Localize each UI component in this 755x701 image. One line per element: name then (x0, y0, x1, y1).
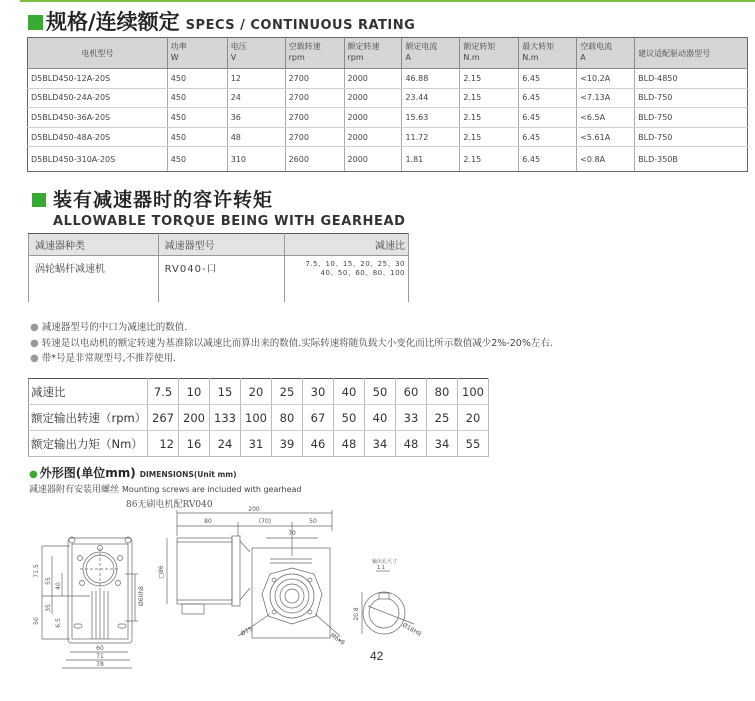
gear-title-cn: 装有减速器时的容许转矩 (53, 189, 274, 211)
torque-cell: 24 (210, 431, 241, 457)
dims-subtitle-en: Mounting screws are included with gearhead (122, 485, 302, 494)
specs-header-row (28, 38, 748, 69)
torque-row (29, 431, 489, 457)
cell-rated-torque: 2.15 (460, 127, 519, 147)
header-gear-ratio: 减速比 (285, 234, 409, 256)
cell-power: 450 (167, 88, 227, 108)
cell-max-torque: 6.45 (519, 147, 577, 172)
specs-table (27, 37, 748, 172)
cell-rated-torque: 2.15 (460, 88, 519, 108)
cell-model: D5BLD450-36A-20S (28, 108, 168, 128)
speed-cell: 25 (427, 405, 458, 431)
table-row (29, 256, 409, 302)
header-rated-speed: 额定转速 rpm (344, 38, 402, 69)
cell-noload-current: <5.61A (577, 127, 635, 147)
header-noload-speed: 空载转速 rpm (285, 38, 344, 69)
gear-header-row (29, 234, 409, 256)
svg-text:70: 70 (288, 530, 296, 537)
svg-text:(70): (70) (258, 518, 272, 525)
svg-text:71: 71 (96, 653, 104, 660)
cell-voltage: 12 (227, 69, 285, 89)
header-power: 功率 W (167, 38, 227, 69)
cell-rated-speed: 2000 (344, 69, 402, 89)
bullet-icon: ● (30, 322, 39, 333)
svg-text:60: 60 (96, 645, 104, 652)
table-row (28, 147, 748, 172)
ratio-cell: 60 (396, 379, 427, 405)
torque-cell: 31 (241, 431, 272, 457)
green-dot-icon: ● (29, 469, 38, 480)
cell-voltage: 48 (227, 127, 285, 147)
header-model: 电机型号 (28, 38, 168, 69)
cell-power: 450 (167, 147, 227, 172)
header-max-torque: 最大转矩 N.m (519, 38, 577, 69)
header-rated-current: 额定电流 A (402, 38, 460, 69)
output-hole-drawing (353, 558, 423, 638)
torque-cell: 48 (396, 431, 427, 457)
svg-text:输出孔尺寸: 输出孔尺寸 (372, 559, 398, 565)
note-item: ● 减速器型号的中口为减速比的数值. (30, 322, 188, 333)
note-item: ● 带*号是非常规型号,不推荐使用. (30, 353, 177, 364)
cell-driver: BLD-750 (635, 88, 748, 108)
svg-text:M6▾8: M6▾8 (328, 631, 346, 647)
page-number: 42 (370, 649, 384, 663)
speed-cell: 33 (396, 405, 427, 431)
svg-text:Ø75: Ø75 (239, 625, 254, 638)
svg-text:6.5: 6.5 (55, 618, 62, 628)
ratio-cell: 50 (365, 379, 396, 405)
ratio-cell: 40 (334, 379, 365, 405)
table-row (28, 127, 748, 147)
cell-max-torque: 6.45 (519, 108, 577, 128)
cell-driver: BLD-750 (635, 127, 748, 147)
table-row (28, 108, 748, 128)
torque-cell: 46 (303, 431, 334, 457)
svg-text:40: 40 (55, 582, 62, 590)
cell-voltage: 24 (227, 88, 285, 108)
speed-cell: 267 (148, 405, 179, 431)
torque-cell: 16 (179, 431, 210, 457)
cell-noload-speed: 2700 (285, 69, 344, 89)
dims-subtitle (29, 482, 301, 495)
speed-cell: 50 (334, 405, 365, 431)
bullet-icon: ● (30, 353, 39, 364)
torque-cell: 34 (365, 431, 396, 457)
cell-rated-current: 1.81 (402, 147, 460, 172)
dims-heading (29, 464, 237, 481)
torque-cell: 12 (148, 431, 179, 457)
cell-max-torque: 6.45 (519, 127, 577, 147)
note-item: ● 转速是以电动机的额定转速为基准除以减速比而算出来的数值.实际转速将随负载大小变化而比所示数值减少2%-20%左右. (30, 337, 553, 349)
cell-rated-speed: 2000 (344, 127, 402, 147)
speed-cell: 100 (241, 405, 272, 431)
cell-gear-ratios (285, 256, 409, 302)
specs-title-en: SPECS / CONTINUOUS RATING (185, 18, 416, 33)
cell-max-torque: 6.45 (519, 88, 577, 108)
svg-text:□86: □86 (158, 565, 165, 579)
cell-rated-torque: 2.15 (460, 108, 519, 128)
dims-title-cn: 外形图(单位mm) (39, 466, 136, 480)
svg-text:35: 35 (45, 604, 52, 612)
green-square-icon (28, 15, 43, 30)
torque-cell: 34 (427, 431, 458, 457)
label-torque: 额定输出力矩（Nm） (29, 431, 148, 457)
table-row (28, 69, 748, 89)
gear-heading (32, 185, 406, 229)
speed-cell: 67 (303, 405, 334, 431)
cell-rated-current: 11.72 (402, 127, 460, 147)
cell-gear-type: 涡轮蜗杆减速机 (29, 256, 159, 302)
header-driver: 建议适配驱动器型号 (635, 38, 748, 69)
torque-cell: 48 (334, 431, 365, 457)
cell-noload-current: <0.8A (577, 147, 635, 172)
speed-cell: 133 (210, 405, 241, 431)
front-view-drawing (33, 537, 145, 668)
svg-text:50: 50 (33, 617, 40, 625)
bullet-icon: ● (30, 337, 39, 349)
ratio-cell: 15 (210, 379, 241, 405)
cell-model: D5BLD450-48A-20S (28, 127, 168, 147)
gearhead-table (28, 233, 409, 302)
cell-driver: BLD-4850 (635, 69, 748, 89)
ratio-cell: 20 (241, 379, 272, 405)
header-gear-type: 减速器种类 (29, 234, 159, 256)
speed-cell: 80 (272, 405, 303, 431)
ratios-line-1: 7.5、10、15、20、25、30 (305, 260, 405, 268)
cell-rated-torque: 2.15 (460, 147, 519, 172)
ratio-table (28, 378, 489, 457)
cell-model: D5BLD450-24A-20S (28, 88, 168, 108)
cell-model: D5BLD450-310A-20S (28, 147, 168, 172)
cell-noload-current: <7.13A (577, 88, 635, 108)
speed-cell: 200 (179, 405, 210, 431)
ratio-row (29, 379, 489, 405)
cell-noload-speed: 2700 (285, 108, 344, 128)
cell-noload-current: <6.5A (577, 108, 635, 128)
cell-model: D5BLD450-12A-20S (28, 69, 168, 89)
svg-text:55: 55 (45, 577, 52, 585)
cell-noload-speed: 2700 (285, 88, 344, 108)
cell-noload-speed: 2600 (285, 147, 344, 172)
cell-noload-current: <10.2A (577, 69, 635, 89)
cell-driver: BLD-350B (635, 147, 748, 172)
svg-text:50: 50 (309, 518, 317, 525)
cell-driver: BLD-750 (635, 108, 748, 128)
ratio-cell: 80 (427, 379, 458, 405)
cell-power: 450 (167, 69, 227, 89)
table-row (28, 88, 748, 108)
cell-rated-speed: 2000 (344, 88, 402, 108)
top-rule (20, 0, 755, 2)
side-view-drawing (158, 506, 346, 647)
notes-list (30, 320, 553, 367)
dims-title-en: DIMENSIONS(Unit mm) (139, 470, 237, 479)
speed-cell: 40 (365, 405, 396, 431)
dims-subtitle-cn: 减速器附有安装用螺丝 (29, 485, 120, 495)
dimension-drawing (30, 496, 450, 686)
cell-voltage: 310 (227, 147, 285, 172)
cell-max-torque: 6.45 (519, 69, 577, 89)
svg-text:Ø18H8: Ø18H8 (401, 621, 423, 639)
svg-text:78: 78 (96, 661, 104, 668)
torque-cell: 55 (458, 431, 489, 457)
gear-title-en: ALLOWABLE TORQUE BEING WITH GEARHEAD (53, 214, 406, 229)
header-gear-model: 减速器型号 (158, 234, 285, 256)
svg-text:20.8: 20.8 (353, 607, 360, 621)
cell-rated-current: 23.44 (402, 88, 460, 108)
ratio-cell: 10 (179, 379, 210, 405)
specs-heading (28, 6, 415, 36)
cell-rated-speed: 2000 (344, 108, 402, 128)
svg-text:80: 80 (204, 518, 212, 525)
cell-voltage: 36 (227, 108, 285, 128)
svg-text:Ø60h8: Ø60h8 (138, 586, 145, 606)
label-speed: 额定输出转速（rpm） (29, 405, 148, 431)
svg-text:71.5: 71.5 (33, 564, 40, 578)
ratios-line-2: 40、50、60、80、100 (320, 269, 405, 277)
speed-row (29, 405, 489, 431)
svg-text:200: 200 (248, 506, 260, 513)
drawing-title: 86无刷电机配RV040 (126, 500, 213, 510)
ratio-cell: 7.5 (148, 379, 179, 405)
ratio-cell: 30 (303, 379, 334, 405)
torque-cell: 39 (272, 431, 303, 457)
cell-rated-speed: 2000 (344, 147, 402, 172)
cell-rated-torque: 2.15 (460, 69, 519, 89)
specs-title-cn: 规格/连续额定 (46, 10, 180, 34)
cell-noload-speed: 2700 (285, 127, 344, 147)
speed-cell: 20 (458, 405, 489, 431)
ratio-cell: 25 (272, 379, 303, 405)
ratio-cell: 100 (458, 379, 489, 405)
label-ratio: 减速比 (29, 379, 148, 405)
header-noload-current: 空载电流 A (577, 38, 635, 69)
green-square-icon (32, 193, 46, 207)
header-voltage: 电压 V (227, 38, 285, 69)
header-rated-torque: 额定转矩 N.m (460, 38, 519, 69)
cell-power: 450 (167, 127, 227, 147)
cell-rated-current: 46.88 (402, 69, 460, 89)
cell-rated-current: 15.63 (402, 108, 460, 128)
svg-text:1.1: 1.1 (377, 565, 385, 571)
cell-power: 450 (167, 108, 227, 128)
cell-gear-model: RV040-口 (158, 256, 285, 302)
